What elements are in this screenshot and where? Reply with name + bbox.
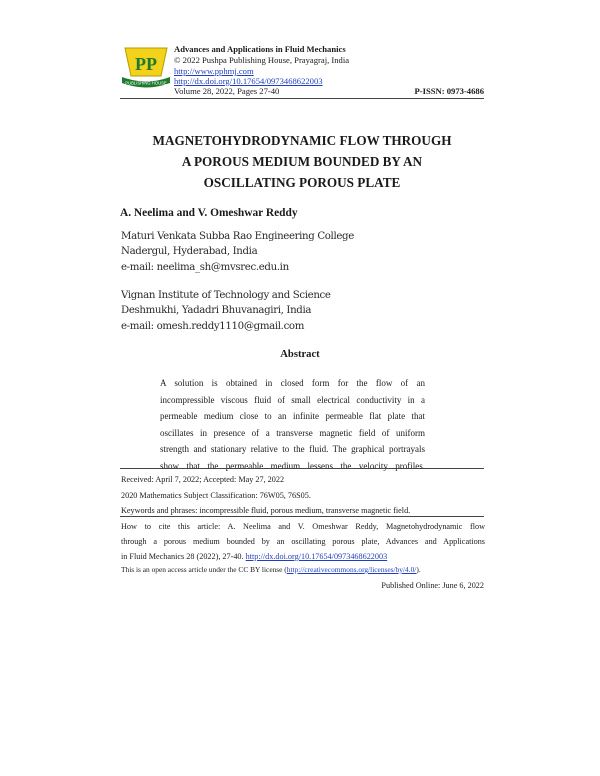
abstract-line: strength and stationary relative to the fluid. The graphical portrayals [160, 444, 425, 454]
cite-line: How to cite this article: A. Neelima and V. Omeshwar Reddy, Magnetohydrodynamic flow [121, 522, 485, 531]
copyright: © 2022 Pushpa Publishing House, Prayagraj, India [174, 55, 350, 65]
oa-text: This is an open access article under the CC BY license ( [121, 565, 287, 574]
address: Nadergul, Hyderabad, India [121, 246, 258, 258]
title-line: MAGNETOHYDRODYNAMIC FLOW THROUGH [152, 133, 452, 148]
msc-classification: 2020 Mathematics Subject Classification: 76W05, 76S05. [121, 491, 311, 500]
svg-text:PP: PP [135, 54, 157, 74]
title-line: A POROUS MEDIUM BOUNDED BY AN [181, 154, 423, 169]
license-link[interactable]: http://creativecommons.org/licenses/by/4.0/ [286, 565, 417, 574]
paper-title [120, 130, 484, 193]
meta-rule-bottom [120, 516, 484, 517]
doi-link[interactable]: http://dx.doi.org/10.17654/0973468622003 [174, 76, 323, 86]
email: e-mail: neelima_sh@mvsrec.edu.in [121, 261, 289, 273]
svg-text:PUBLISHING HOUSE: PUBLISHING HOUSE [125, 80, 167, 86]
cite-line: through a porous medium bounded by an oscillating porous plate, Advances and Applications [121, 537, 485, 546]
title-line: OSCILLATING POROUS PLATE [203, 175, 401, 190]
abstract-heading: Abstract [280, 349, 320, 360]
cite-line: in Fluid Mechanics 28 (2022), 27-40. [121, 552, 246, 561]
affiliation-1 [121, 229, 354, 275]
abstract-line: show that the permeable medium lessens the velocity profiles. [160, 460, 425, 471]
open-access-note [121, 565, 421, 574]
address: Deshmukhi, Yadadri Bhuvanagiri, India [121, 305, 312, 317]
volume-pages: Volume 28, 2022, Pages 27-40 [174, 86, 280, 96]
publisher-logo [121, 46, 171, 92]
cite-doi-link[interactable]: http://dx.doi.org/10.17654/0973468622003 [245, 552, 388, 561]
header-rule [120, 98, 484, 99]
email: e-mail: omesh.reddy1110@gmail.com [121, 320, 305, 332]
issn: P-ISSN: 0973-4686 [414, 86, 484, 96]
affiliation-2 [121, 288, 331, 334]
abstract-line: A solution is obtained in closed form for the flow of an [160, 378, 425, 388]
abstract-line: incompressible viscous fluid of small electrical conductivity in a [160, 394, 425, 405]
keywords: Keywords and phrases: incompressible fluid, porous medium, transverse magnetic field. [121, 506, 411, 515]
journal-title: Advances and Applications in Fluid Mechanics [174, 44, 346, 54]
abstract-line: oscillates in presence of a transverse magnetic field of uniform [160, 427, 425, 438]
received-dates: Received: April 7, 2022; Accepted: May 27, 2022 [121, 475, 285, 484]
journal-url-link[interactable]: http://www.pphmj.com [174, 66, 254, 76]
published-online: Published Online: June 6, 2022 [381, 581, 484, 590]
abstract-body [160, 375, 425, 474]
authors: A. Neelima and V. Omeshwar Reddy [120, 207, 298, 219]
institution: Maturi Venkata Subba Rao Engineering College [121, 231, 354, 242]
abstract-line: permeable medium close to an infinite permeable flat plate that [160, 411, 425, 421]
oa-suffix: ). [416, 565, 421, 574]
citation [121, 519, 485, 564]
meta-rule-top [120, 468, 484, 469]
institution: Vignan Institute of Technology and Science [121, 290, 331, 301]
